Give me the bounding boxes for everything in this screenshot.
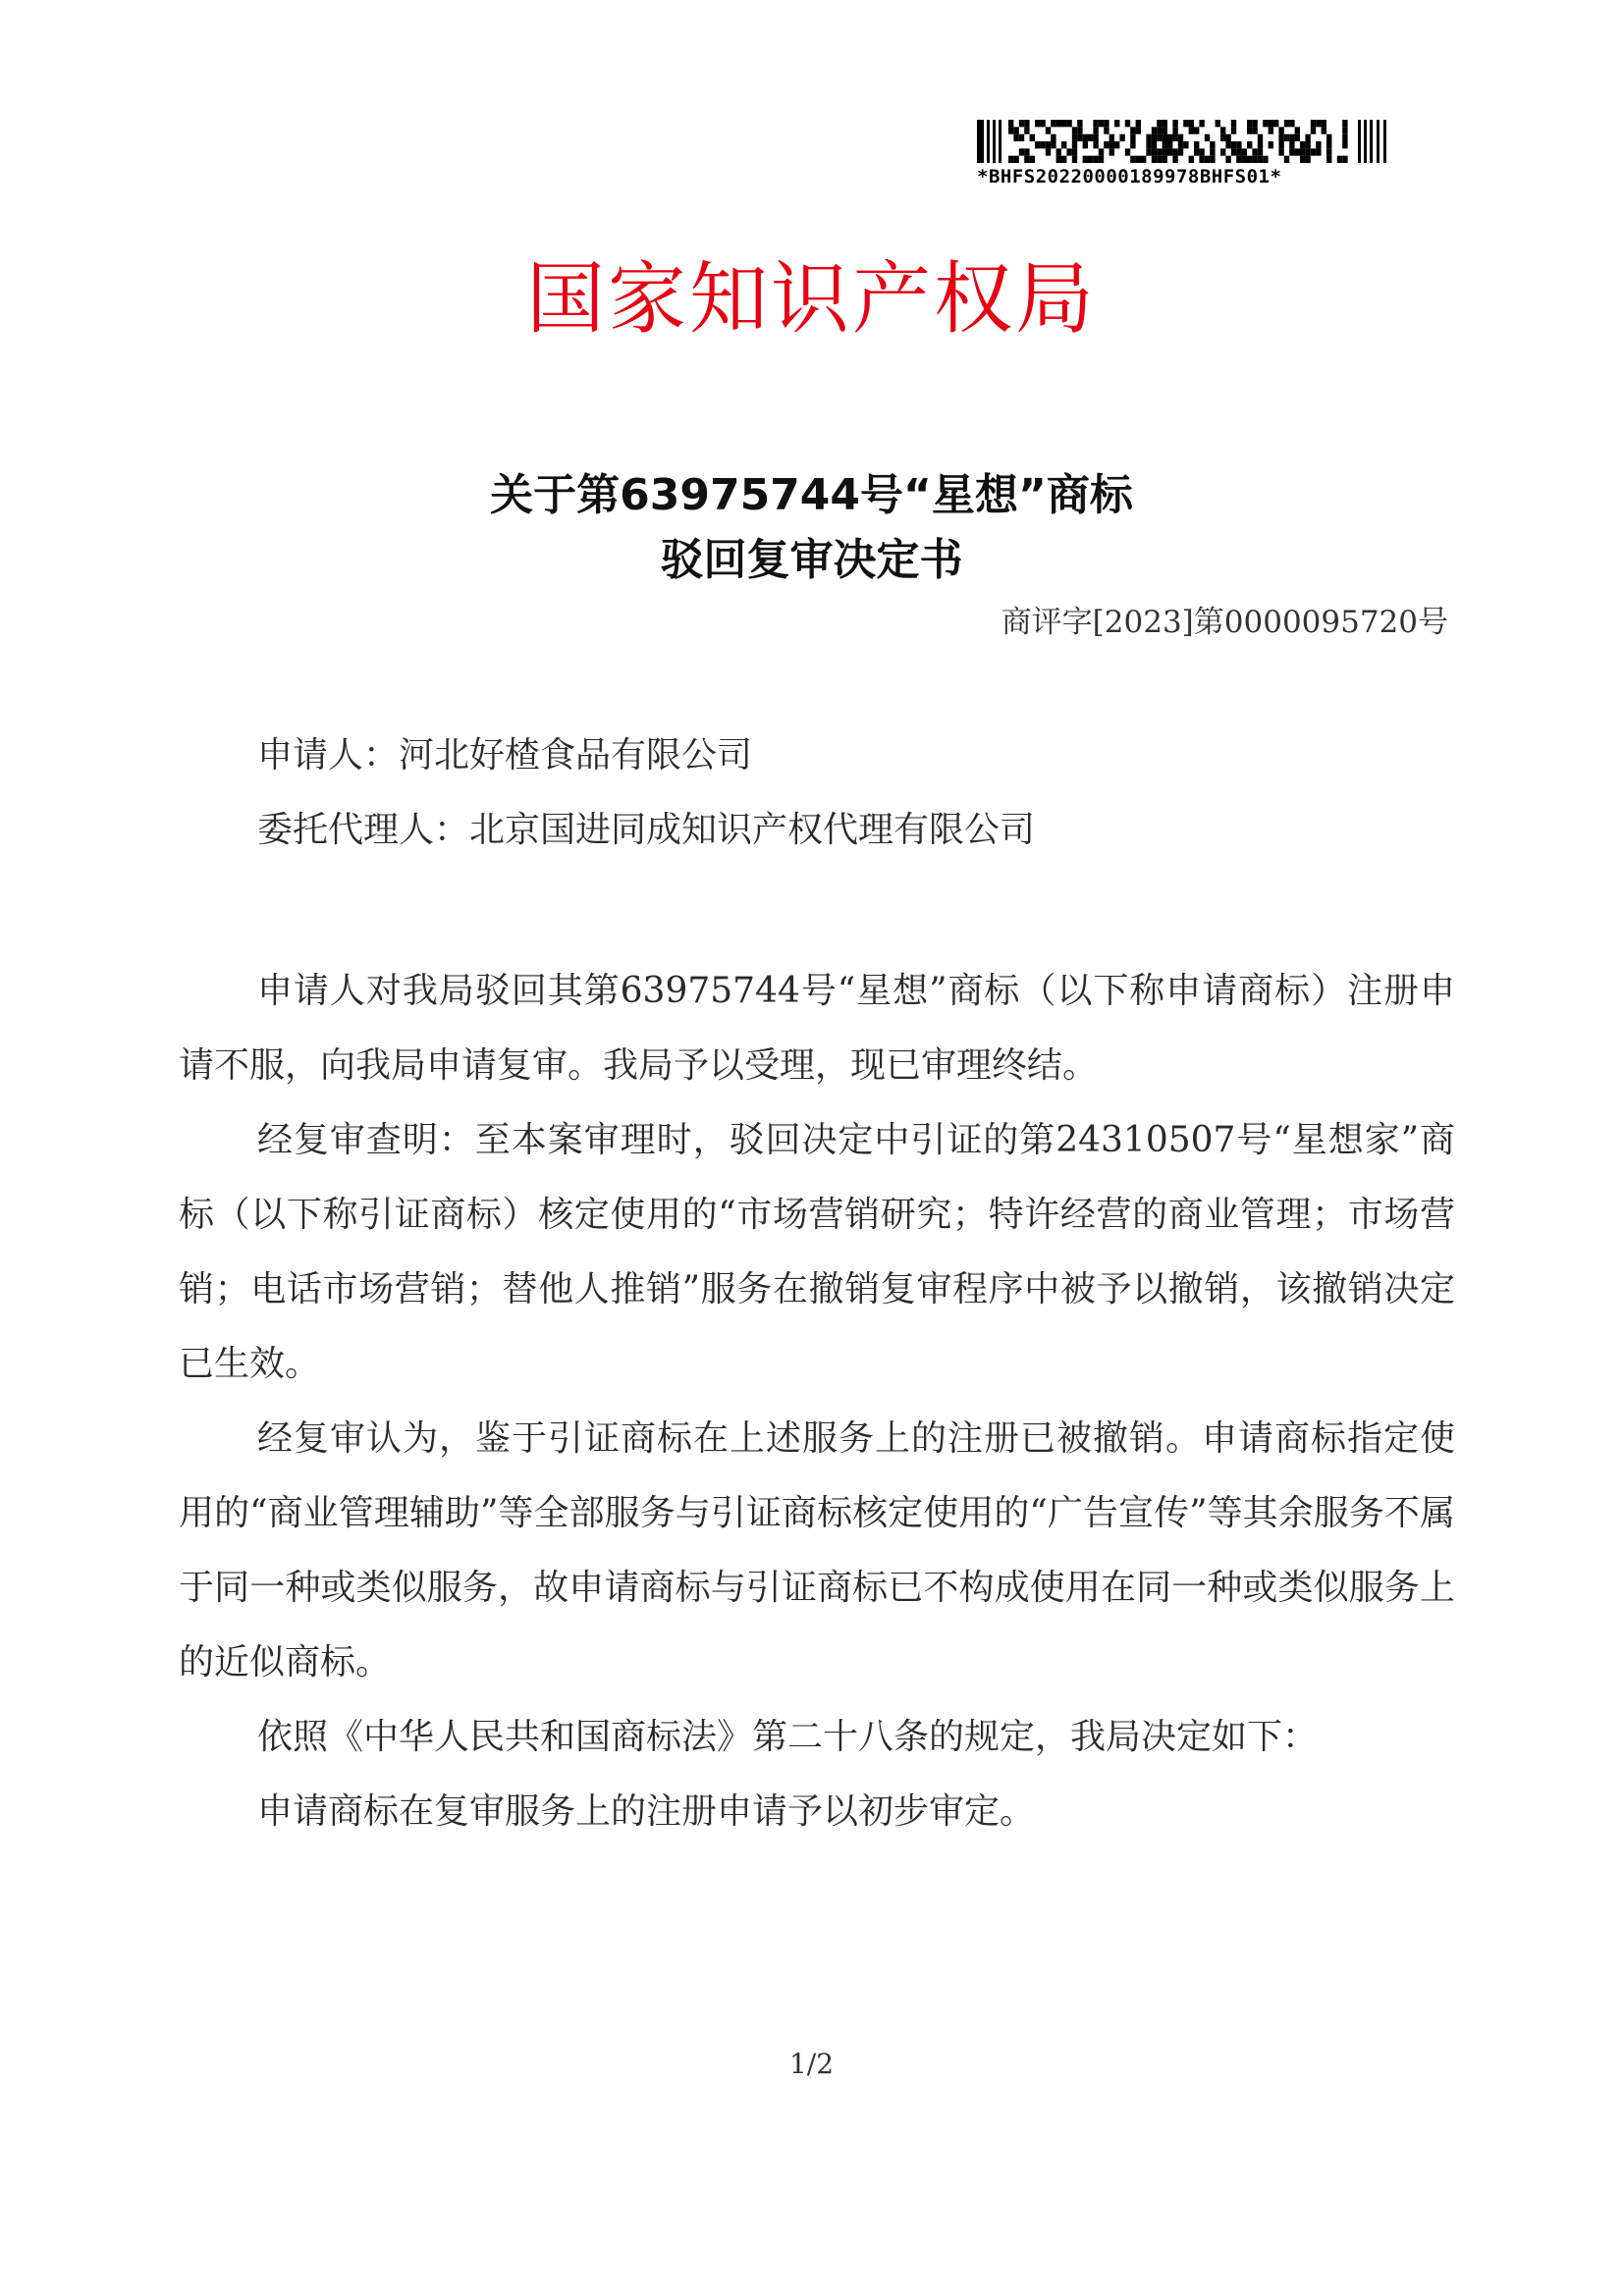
barcode-number: *BHFS20220000189978BHFS01* [977,166,1282,187]
document-number: 商评字[2023]第0000095720号 [1001,605,1448,640]
document-title [0,463,1623,593]
body-paragraph: 经复审认为，鉴于引证商标在上述服务上的注册已被撤销。申请商标指定使用的“商业管理辅助”等全部服务与引证商标核定使用的“广告宣传”等其余服务不属于同一种或类似服务，故申请商标与引证商标已不构成使用在同一种或类似服务上的近似商标。 [179,1418,1455,1682]
body-paragraph: 经复审查明：至本案审理时，驳回决定中引证的第24310507号“星想家”商标（以下称引证商标）核定使用的“市场营销研究；特许经营的商业管理；市场营销；电话市场营销；替他人推销”服务在撤销复审程序中被予以撤销，该撤销决定已生效。 [179,1120,1455,1384]
body-paragraph: 申请商标在复审服务上的注册申请予以初步审定。 [257,1791,1036,1832]
body-paragraph: 依照《中华人民共和国商标法》第二十八条的规定，我局决定如下： [257,1717,1319,1757]
title-line-1: 关于第63975744号“星想”商标 [490,470,1133,520]
barcode-image [977,120,1389,163]
body-paragraph: 申请人对我局驳回其第63975744号“星想”商标（以下称申请商标）注册申请不服，向我局申请复审。我局予以受理，现已审理终结。 [179,971,1455,1086]
barcode [977,120,1389,187]
decision-body [179,954,1455,1849]
applicant-line: 申请人：河北好楂食品有限公司 [257,735,753,775]
page-number: 1/2 [788,2048,835,2080]
agent-line: 委托代理人：北京国进同成知识产权代理有限公司 [257,810,1036,850]
agency-name: 国家知识产权局 [526,253,1097,345]
title-line-2: 驳回复审决定书 [660,535,963,585]
